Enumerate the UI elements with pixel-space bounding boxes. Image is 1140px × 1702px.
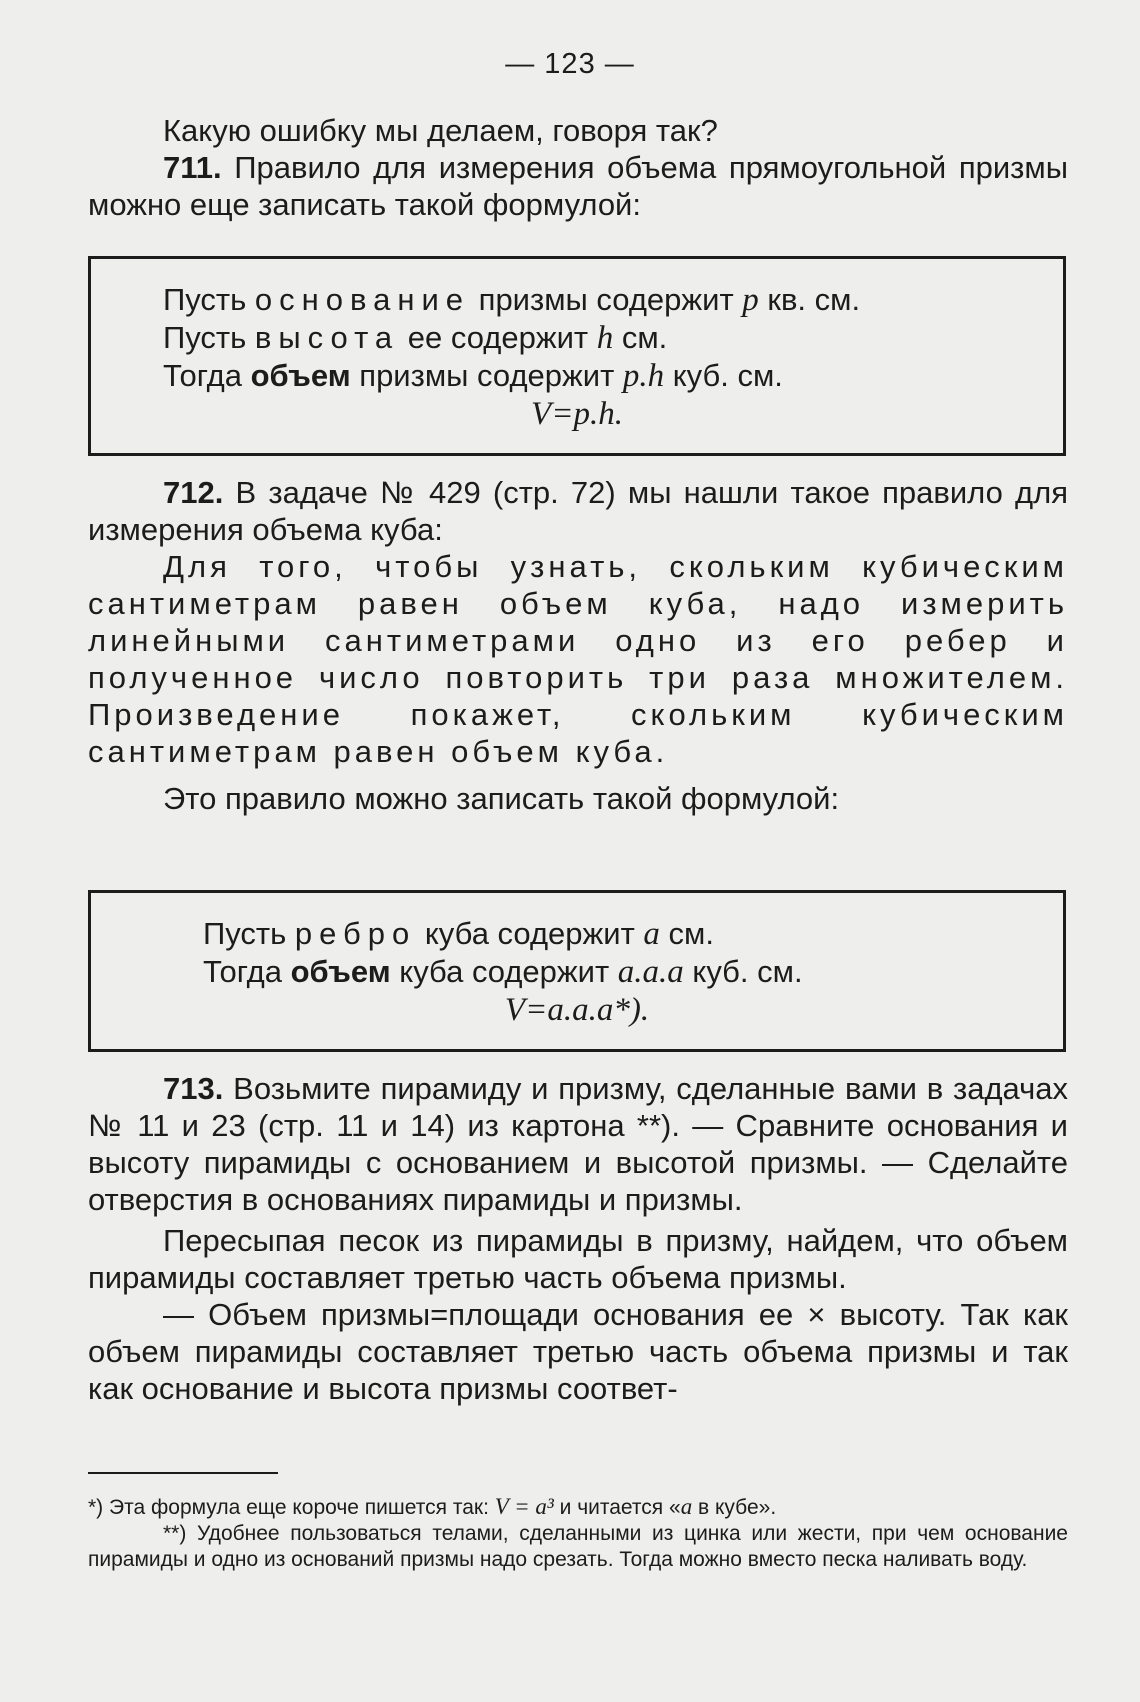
footnote-divider	[88, 1472, 278, 1474]
paragraph: — Объем призмы=площади основания ее × высоту. Так как объем пирамиды составляет третью часть объема призмы и так как основание и высота призмы соответ-	[88, 1297, 1068, 1406]
problem-number: 711.	[163, 150, 222, 185]
text-block-bottom	[88, 1070, 1068, 1407]
problem-text: Возьмите пирамиду и призму, сделанные вами в задачах № 11 и 23 (стр. 11 и 14) из картона **). — Сравните основания и высоту пирамиды с основанием и высотой призмы. — Сделайте отверстия в основаниях пирамиды и призмы.	[88, 1071, 1068, 1217]
formula: V=p.h.	[531, 396, 623, 432]
footnote-2: **) Удобнее пользоваться телами, сделанными из цинка или жести, при чем основание пирамиды и одно из оснований призмы надо срезать. Тогда можно вместо песка наливать воду.	[88, 1522, 1068, 1571]
page-number: — 123 —	[505, 48, 635, 80]
box-line: Пусть основание призмы содержит p кв. см.	[163, 282, 861, 318]
text-block-top	[88, 112, 1068, 223]
footnotes	[88, 1494, 1068, 1573]
formula-intro: Это правило можно записать такой формулой:	[163, 781, 840, 816]
box-line: Тогда объем куба содержит a.a.a куб. см.	[203, 954, 803, 990]
formula-box-prism	[88, 256, 1066, 456]
problem-713	[88, 1070, 1068, 1218]
box-line: Пусть высота ее содержит h см.	[163, 320, 668, 356]
cube-rule: Для того, чтобы узнать, скольким кубическим сантиметрам равен объем куба, надо измерить линейными сантиметрами одно из его ребер и полученное число повторить три раза множителем. Произведение покажет, скольким кубическим сантиметрам равен объем куба.	[88, 549, 1068, 769]
problem-711	[88, 149, 1068, 223]
problem-text: Правило для измерения объема прямоугольной призмы можно еще записать такой формулой:	[88, 150, 1068, 222]
problem-number: 712.	[163, 475, 224, 510]
intro-question: Какую ошибку мы делаем, говоря так?	[163, 113, 718, 148]
formula: V=a.a.a*).	[504, 992, 650, 1028]
problem-text: В задаче № 429 (стр. 72) мы нашли такое правило для измерения объема куба:	[88, 475, 1068, 547]
text-block-middle	[88, 474, 1068, 817]
paragraph: Пересыпая песок из пирамиды в призму, найдем, что объем пирамиды составляет третью часть объема призмы.	[88, 1223, 1068, 1295]
formula-box-cube	[88, 890, 1066, 1052]
problem-712	[88, 474, 1068, 548]
box-line: Тогда объем призмы содержит p.h куб. см.	[163, 358, 783, 394]
box-line: Пусть ребро куба содержит a см.	[203, 916, 714, 952]
footnote-1: *) Эта формула еще короче пишется так: V = a³ и читается «a в кубе».	[88, 1494, 777, 1519]
problem-number: 713.	[163, 1071, 224, 1106]
